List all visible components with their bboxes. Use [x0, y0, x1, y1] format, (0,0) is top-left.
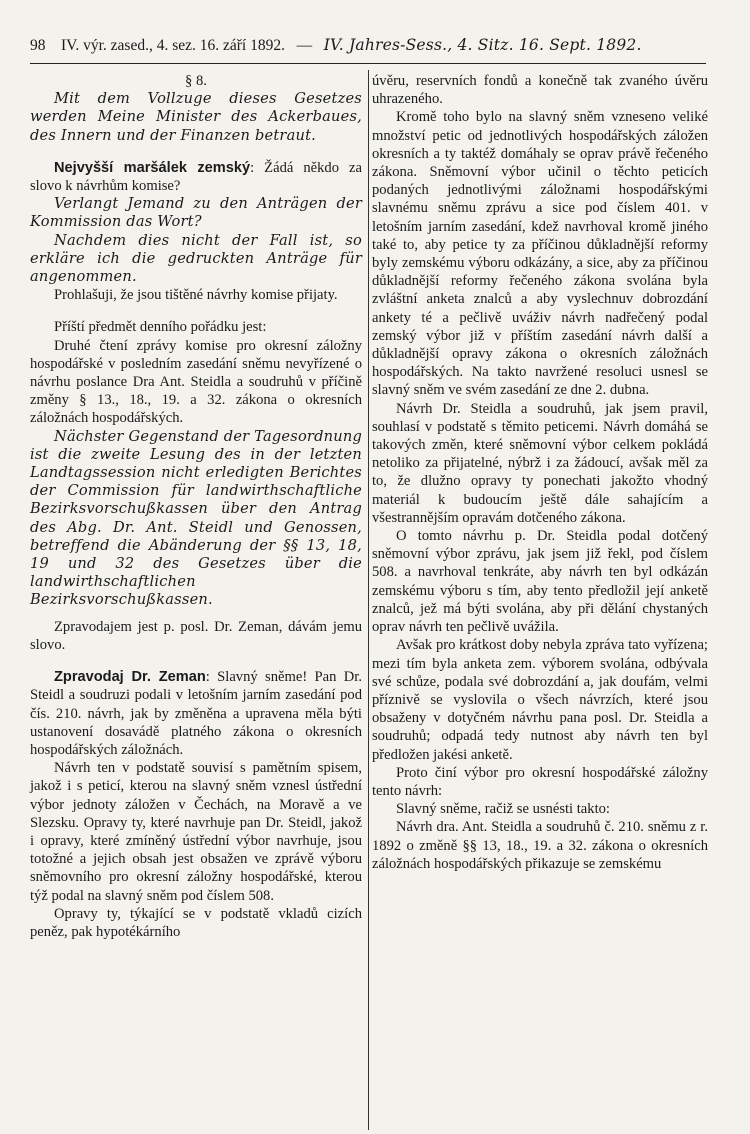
header-german: IV. Jahres-Sess., 4. Sitz. 16. Sept. 1892.	[323, 36, 642, 54]
left-column	[30, 72, 362, 941]
paragraph: Druhé čtení zprávy komise pro okresní záložny hospodářské v posledním zasedání sněmu nevyřízené o návrhu poslance Dra Ant. Steidla a soudruhů v příčině změny § 13., 18., 19. a 32. zákona o okresních záložnách hospodářských.	[30, 337, 362, 427]
paragraph: Avšak pro krátkost doby nebyla zpráva tato vyřízena; mezi tím byla anketa zem. výborem svolána, odbývala své schůze, podala své dobrozdání a, jak doufám, velmi příznivě se vyslovila o všech návrzích, které jsou obsaženy v dotyčném návrhu pana posl. Dr. Steidla a soudruhů; odpadá tedy nutnost aby návrh ten byl předložen jakési anketě.	[372, 637, 708, 763]
paragraph: Návrh Dr. Steidla a soudruhů, jak jsem pravil, souhlasí v podstatě s těmito peticemi. Návrh domáhá se takových změn, které sněmovní výbor celkem pokládá netoliko za přijatelné, nýbrž i za žádoucí, avšak měl za to, že dlužno opravy ty ponechati jakožto vhodný materiál k budoucím ještě dále sahajícím a všestrannějším opravám dotčeného zákona.	[372, 400, 708, 526]
running-header	[30, 36, 706, 55]
header-separator: —	[296, 37, 313, 54]
header-rule	[30, 63, 706, 64]
paragraph: Příští předmět denního pořádku jest:	[54, 319, 267, 336]
paragraph: Nächster Gegenstand der Tagesordnung ist die zweite Lesung des in der letzten Landtagssession nicht erledigten Berichtes der Commission für landwirthschaftliche Bezirksvorschußkassen über den Antrag des Abg. Dr. Ant. Steidl und Genossen, betreffend die Abänderung der §§ 13, 18, 19 und 32 des Gesetzes über die landwirthschaftlichen Bezirksvorschußkassen.	[30, 427, 362, 609]
section-heading: § 8.	[185, 73, 207, 89]
page-number: 98	[30, 37, 46, 54]
paragraph: Nejvyšší maršálek zemský: Žádá někdo za slovo k návrhům komise?	[30, 159, 362, 195]
speaker-name: Nejvyšší maršálek zemský	[54, 159, 251, 176]
paragraph: Opravy ty, týkající se v podstatě vkladů cizích peněz, pak hypotékárního	[30, 905, 362, 940]
paragraph: Prohlašuji, že jsou tištěné návrhy komise přijaty.	[54, 287, 338, 304]
paragraph: Zpravodajem jest p. posl. Dr. Zeman, dávám jemu slovo.	[30, 618, 362, 653]
speaker-name: Zpravodaj Dr. Zeman	[54, 669, 206, 686]
paragraph: Kromě toho bylo na slavný sněm vzneseno veliké množství petic od jednotlivých hospodářských záložen okresních a ty taktéž domáhaly se oprav právě řečeného zákona. Sněmovní výbor učinil o těchto peticích podaných jednotlivými záložnami hospodářskými slavnému sněmu zprávu a sice pod číslem 401. v letošním jarním zasedání, kdež navrhoval kromě jiného také to, aby petice ty za příčinou důkladnější reformy byly zemskému výboru odkázány, a sice, aby za příčinou důkladnější reformy řečeného zákona svolána byla zvláštní anketa znalců a aby vyslechnuv dobrozdání ankety té a pečlivě uváživ návrh nadřečený podal zemský výbor již v příštím zasedání návrh další a důkladnější opravy zákona o okresních záložnách hospodářských. Na takto navržené resoluci usnesl se slavný sněm ve svém zasedání ze dne 2. dubna.	[372, 109, 708, 399]
header-czech: IV. výr. zased., 4. sez. 16. září 1892.	[61, 37, 285, 54]
paragraph: úvěru, reservních fondů a konečně tak zvaného úvěru uhrazeného.	[372, 73, 708, 108]
paragraph: Návrh ten v podstatě souvisí s pamětním spisem, jakož i s peticí, kterou na slavný sněm vznesl ústřední výbor jednoty záložen v Čechách, na Moravě a ve Slezsku. Opravy ty, které navrhuje pan Dr. Steidl, jakož i opravy, které zmíněný ústřední výbor navrhuje, jsou totožné a jejich obsah jest obsažen ve zprávě výboru sněmovního pro okresní záložny hospodářské, kterou týž podal na slavný sněm pod číslem 508.	[30, 760, 362, 904]
paragraph: Zpravodaj Dr. Zeman: Slavný sněme! Pan Dr. Steidl a soudruzi podali v letošním jarním zasedání pod čís. 210. návrh, jak by změněna a upravena měla býti ustanovení dosavádě platného zákona o okresních hospodářských záložnách.	[30, 669, 362, 758]
paragraph: Návrh dra. Ant. Steidla a soudruhů č. 210. sněmu z r. 1892 o změně §§ 13, 18., 19. a 32. zákona o okresních záložnách hospodářských přikazuje se zemskému	[372, 819, 708, 872]
column-divider	[368, 70, 369, 1130]
paragraph: Mit dem Vollzuge dieses Gesetzes werden Meine Minister des Ackerbaues, des Innern und der Finanzen betraut.	[30, 90, 362, 144]
paragraph: Proto činí výbor pro okresní hospodářské záložny tento návrh:	[372, 764, 708, 799]
paragraph: Slavný sněme, račiž se usnésti takto:	[396, 801, 610, 818]
right-column	[372, 72, 708, 873]
paragraph: Verlangt Jemand zu den Anträgen der Kommission das Wort?	[30, 195, 362, 231]
paragraph: O tomto návrhu p. Dr. Steidla podal dotčený sněmovní výbor zprávu, jak jsem již řekl, pod číslem 508. a navrhoval tenkráte, aby návrh ten byl odkázán zemskému výboru s tím, aby tento předložil její anketě znalců, jež má býti svolána, aby při dělání chystaných oprav návrh ten pečlivě uvážila.	[372, 528, 708, 636]
paragraph: Nachdem dies nicht der Fall ist, so erkläre ich die gedruckten Anträge für angenommen.	[30, 231, 362, 286]
